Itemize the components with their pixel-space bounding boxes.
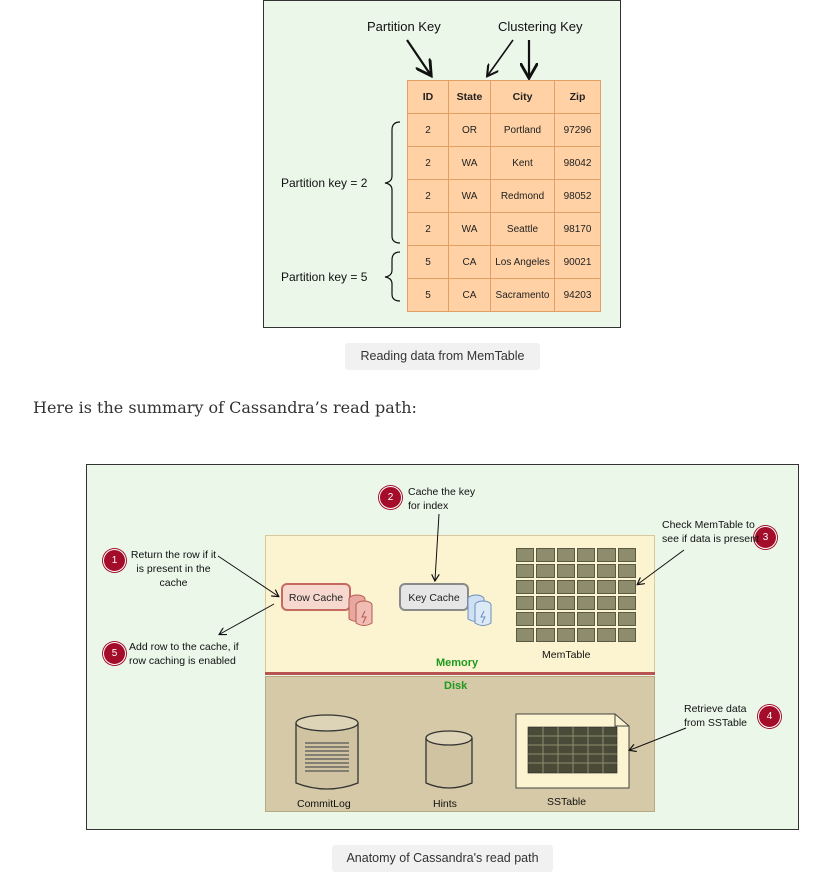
partition-key-arrow xyxy=(407,40,430,74)
cell-city: Sacramento xyxy=(491,279,555,312)
cell-zip: 98042 xyxy=(555,147,601,180)
arrow-step1 xyxy=(218,556,278,596)
cell-zip: 97296 xyxy=(555,114,601,147)
table-row xyxy=(408,246,601,279)
arrow-step4 xyxy=(630,728,686,750)
table-row xyxy=(408,147,601,180)
cell-state: CA xyxy=(449,246,491,279)
partition-key-2-label: Partition key = 2 xyxy=(281,176,368,190)
step-3-badge: 3 xyxy=(754,526,777,549)
arrow-step3 xyxy=(638,550,684,584)
cell-zip: 90021 xyxy=(555,246,601,279)
cell-state: WA xyxy=(449,180,491,213)
cell-zip: 94203 xyxy=(555,279,601,312)
partition-key-5-label: Partition key = 5 xyxy=(281,270,368,284)
step-4-badge: 4 xyxy=(758,705,781,728)
figure2-caption: Anatomy of Cassandra's read path xyxy=(332,845,553,872)
row-cache-box: Row Cache xyxy=(281,583,351,611)
clustering-key-arrow-state xyxy=(488,40,513,75)
step-2-text: Cache the key for index xyxy=(408,486,476,512)
cell-state: WA xyxy=(449,213,491,246)
table-header-row xyxy=(408,81,601,114)
cell-city: Redmond xyxy=(491,180,555,213)
cell-state: CA xyxy=(449,279,491,312)
cell-city: Portland xyxy=(491,114,555,147)
cell-id: 2 xyxy=(408,114,449,147)
memtable-data-table xyxy=(407,80,601,312)
cell-state: WA xyxy=(449,147,491,180)
sstable-label: SSTable xyxy=(547,796,587,808)
memory-label: Memory xyxy=(436,657,479,669)
key-cache-box: Key Cache xyxy=(399,583,469,611)
col-header-zip: Zip xyxy=(555,81,601,114)
cell-state: OR xyxy=(449,114,491,147)
cell-city: Los Angeles xyxy=(491,246,555,279)
cell-id: 2 xyxy=(408,147,449,180)
figure1-caption: Reading data from MemTable xyxy=(345,343,540,370)
memtable-label: MemTable xyxy=(542,649,591,661)
cell-city: Kent xyxy=(491,147,555,180)
cell-id: 2 xyxy=(408,213,449,246)
brace-partition-5 xyxy=(385,252,400,301)
col-header-state: State xyxy=(449,81,491,114)
step-4-text: Retrieve data from SSTable xyxy=(684,703,748,729)
arrow-step5 xyxy=(220,604,274,634)
cell-zip: 98170 xyxy=(555,213,601,246)
table-row xyxy=(408,180,601,213)
cell-id: 5 xyxy=(408,246,449,279)
table-row xyxy=(408,114,601,147)
hints-label: Hints xyxy=(433,798,457,810)
col-header-id: ID xyxy=(408,81,449,114)
arrow-step2 xyxy=(435,514,439,580)
step-5-badge: 5 xyxy=(103,642,126,665)
commitlog-label: CommitLog xyxy=(297,798,351,810)
cell-id: 5 xyxy=(408,279,449,312)
step-1-text: Return the row if it is present in the cache xyxy=(130,549,217,589)
step-3-text: Check MemTable to see if data is present xyxy=(662,519,759,545)
cell-city: Seattle xyxy=(491,213,555,246)
clustering-key-title: Clustering Key xyxy=(498,19,583,34)
col-header-city: City xyxy=(491,81,555,114)
cell-id: 2 xyxy=(408,180,449,213)
table-row xyxy=(408,213,601,246)
summary-text: Here is the summary of Cassandra’s read path: xyxy=(33,398,417,417)
step-2-badge: 2 xyxy=(379,486,402,509)
step-5-text: Add row to the cache, if row caching is enabled xyxy=(129,641,239,667)
disk-label: Disk xyxy=(444,680,468,692)
cell-zip: 98052 xyxy=(555,180,601,213)
step-1-badge: 1 xyxy=(103,549,126,572)
table-row xyxy=(408,279,601,312)
brace-partition-2 xyxy=(385,122,400,243)
partition-key-title: Partition Key xyxy=(367,19,441,34)
